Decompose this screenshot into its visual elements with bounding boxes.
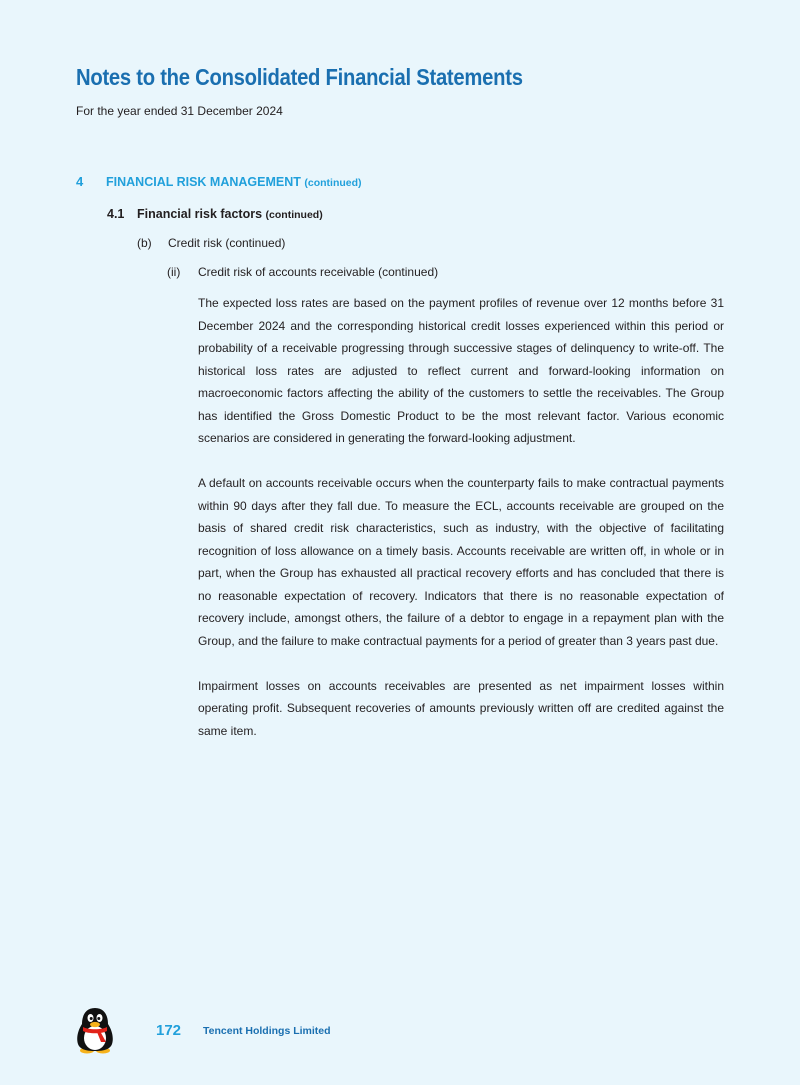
- page-subtitle: For the year ended 31 December 2024: [76, 104, 283, 118]
- penguin-icon: [74, 1006, 116, 1054]
- section-number: 4: [76, 174, 84, 189]
- item-ii-title: Credit risk of accounts receivable (continued): [198, 265, 439, 279]
- item-b-heading: [137, 236, 285, 250]
- paragraph: The expected loss rates are based on the payment profiles of revenue over 12 months before 31 December 2024 and the corresponding historical credit losses experienced within this period or probability of a receivable progressing through successive stages of delinquency to write-off. The historical loss rates are adjusted to reflect current and forward-looking information on macroeconomic factors affecting the ability of the customers to settle the receivables. The Group has identified the Gross Domestic Product to be the most relevant factor. Various economic scenarios are considered in generating the forward-looking adjustment.: [198, 296, 724, 445]
- subsection-continued: (continued): [265, 209, 323, 221]
- item-ii-heading: [167, 265, 438, 279]
- paragraph: Impairment losses on accounts receivables are presented as net impairment losses within operating profit. Subsequent recoveries of amounts previously written off are credited against the same item.: [198, 678, 724, 738]
- item-b-number: (b): [137, 236, 152, 250]
- subsection-heading: [107, 207, 323, 221]
- section-continued: (continued): [304, 177, 362, 189]
- page-title: Notes to the Consolidated Financial Statements: [76, 64, 523, 90]
- paragraph: A default on accounts receivable occurs when the counterparty fails to make contractual payments within 90 days after they fall due. To measure the ECL, accounts receivable are grouped on the basis of shared credit risk characteristics, such as industry, with the objective of facilitating recognition of loss allowance on a timely basis. Accounts receivable are written off, in whole or in part, when the Group has exhausted all practical recovery efforts and has concluded that there is no reasonable expectation of recovery. Indicators that there is no reasonable expectation of recovery include, amongst others, the failure of a debtor to engage in a repayment plan with the Group, and the failure to make contractual payments for a period of greater than 3 years past due.: [198, 476, 724, 648]
- item-b-title: Credit risk (continued): [168, 236, 286, 250]
- company-name: Tencent Holdings Limited: [203, 1025, 331, 1037]
- section-heading: [76, 174, 362, 189]
- item-ii-number: (ii): [167, 265, 181, 279]
- page-number: 172: [156, 1022, 182, 1039]
- section-title: FINANCIAL RISK MANAGEMENT: [106, 175, 301, 189]
- body-text: [198, 292, 724, 765]
- subsection-number: 4.1: [107, 207, 125, 221]
- subsection-title: Financial risk factors: [137, 207, 263, 221]
